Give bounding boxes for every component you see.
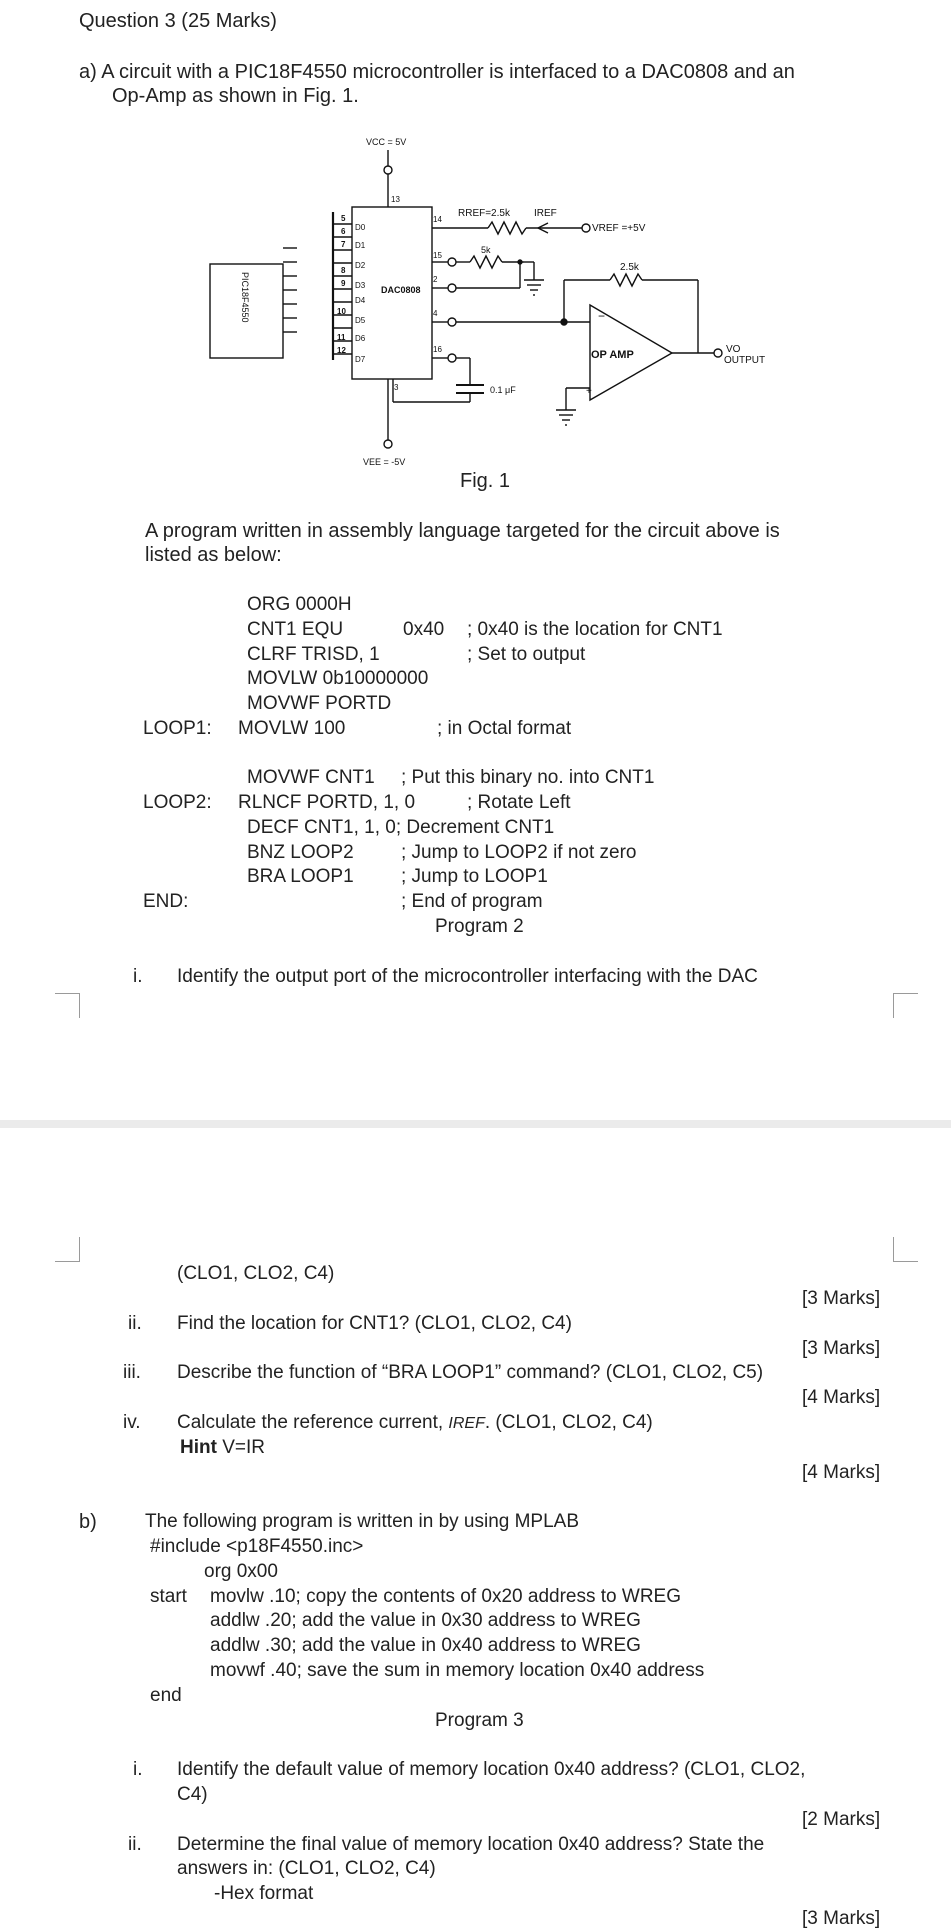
circuit-figure [0,0,951,500]
question-number: iii. [123,1362,141,1383]
question-marks: [4 Marks] [802,1462,881,1483]
question-title: Question 3 (25 Marks) [79,10,277,32]
question-text: Describe the function of “BRA LOOP1” command? (CLO1, CLO2, C5) [177,1362,764,1383]
question-clo: (CLO1, CLO2, C4) [177,1263,335,1284]
code-line: MOVLW 100 [238,718,346,739]
output-label: OUTPUT [724,355,766,366]
pin-9: 9 [341,279,346,288]
question-text: Determine the final value of memory location 0x40 address? State the [177,1834,765,1855]
pin-7: 7 [341,240,346,249]
pin-11: 11 [337,333,346,342]
program-caption: Program 2 [435,916,524,937]
part-b-label: b) [79,1511,97,1533]
pin-d3: D3 [355,281,366,290]
code-line: CNT1 EQU [247,619,344,640]
code-comment: ; in Octal format [437,718,572,739]
code-line: addlw .30; add the value in 0x40 address to WREG [210,1635,641,1656]
code-line: MOVWF PORTD [247,693,392,714]
question-number: iv. [123,1412,141,1433]
pin-5: 5 [341,214,346,223]
pin-15: 15 [433,251,442,260]
code-line: ORG 0000H [247,594,352,615]
pin-d4: D4 [355,296,366,305]
code-comment: ; End of program [401,891,543,912]
pin-12: 12 [337,346,346,355]
code-operand: 0x40 [403,619,445,640]
pin-d5: D5 [355,316,366,325]
question-text: C4) [177,1784,208,1805]
page-corner-mark [55,993,80,1018]
iref-symbol: IREF [448,1415,485,1432]
question-number: ii. [128,1834,142,1855]
question-number: i. [133,966,143,987]
code-label: LOOP1: [143,718,212,739]
part-a-intro-line1: a) A circuit with a PIC18F4550 microcontroller is interfaced to a DAC0808 and an [79,61,795,83]
pin-d2: D2 [355,261,366,270]
code-line: MOVWF CNT1 [247,767,375,788]
opamp-plus: + [586,386,592,397]
r25k-label: 2.5k [620,262,639,273]
question-text: Find the location for CNT1? (CLO1, CLO2, C4) [177,1313,572,1334]
code-comment: ; Set to output [467,644,586,665]
question-text-part: . (CLO1, CLO2, C4) [484,1412,653,1433]
code-comment: ; Put this binary no. into CNT1 [401,767,655,788]
pin-13: 13 [391,195,400,204]
question-marks: [3 Marks] [802,1338,881,1359]
code-line: DECF CNT1, 1, 0; Decrement CNT1 [247,817,555,838]
question-number: ii. [128,1313,142,1334]
question-text [177,1412,653,1434]
code-label: END: [143,891,189,912]
question-text: Identify the output port of the microcontroller interfacing with the DAC [177,966,758,987]
question-marks: [3 Marks] [802,1288,881,1309]
pin-8: 8 [341,266,346,275]
pin-d0: D0 [355,223,366,232]
dac-label: DAC0808 [381,285,421,295]
program-caption: Program 3 [435,1710,524,1731]
question-text: Identify the default value of memory location 0x40 address? (CLO1, CLO2, [177,1759,806,1780]
figure-caption: Fig. 1 [460,470,511,492]
page-corner-mark [55,1237,80,1262]
program-intro-line1: A program written in assembly language targeted for the circuit above is [145,520,780,542]
code-comment: ; Jump to LOOP2 if not zero [401,842,637,863]
code-line: org 0x00 [204,1561,278,1582]
program-intro-line2: listed as below: [145,544,282,566]
pic-label: PIC18F4550 [240,272,250,323]
vee-label: VEE = -5V [363,457,406,467]
pin-6: 6 [341,227,346,236]
question-text-part: Calculate the reference current, [177,1412,449,1433]
question-marks: [4 Marks] [802,1387,881,1408]
pin-4: 4 [433,309,438,318]
vcc-label: VCC = 5V [366,137,407,147]
code-line: RLNCF PORTD, 1, 0 [238,792,416,813]
code-line: MOVLW 0b10000000 [247,668,429,689]
part-a-intro-line2: Op-Amp as shown in Fig. 1. [112,85,359,107]
code-line: BRA LOOP1 [247,866,354,887]
part-b-intro: The following program is written in by using MPLAB [145,1511,580,1532]
question-number: i. [133,1759,143,1780]
r5k-label: 5k [481,245,491,255]
vref-label: VREF =+5V [592,223,646,234]
pin-16: 16 [433,345,442,354]
pin-10: 10 [337,307,346,316]
hint-text: V=IR [216,1437,265,1458]
code-line: CLRF TRISD, 1 [247,644,380,665]
pin-d1: D1 [355,241,366,250]
page-corner-mark [893,993,918,1018]
code-line: addlw .20; add the value in 0x30 address to WREG [210,1610,641,1631]
question-text: answers in: (CLO1, CLO2, C4) [177,1858,436,1879]
question-marks: [3 Marks] [802,1908,881,1929]
opamp-minus: − [598,309,606,323]
pin-d6: D6 [355,334,366,343]
iref-label: IREF [534,208,557,219]
code-line: movwf .40; save the sum in memory location 0x40 address [210,1660,705,1681]
pin-14: 14 [433,215,442,224]
page-corner-mark [893,1237,918,1262]
code-line: #include <p18F4550.inc> [150,1536,364,1557]
vo-label: VO [726,344,741,355]
opamp-label: OP AMP [591,349,634,361]
page-divider [0,1120,951,1128]
code-comment: ; Jump to LOOP1 [401,866,548,887]
question-text: -Hex format [214,1883,314,1904]
code-label: start [150,1586,187,1607]
hint-label: Hint [180,1437,217,1458]
code-comment: ; Rotate Left [467,792,571,813]
code-line: end [150,1685,182,1706]
pin-3: 3 [394,383,399,392]
code-comment: ; 0x40 is the location for CNT1 [467,619,723,640]
pin-d7: D7 [355,355,366,364]
question-marks: [2 Marks] [802,1809,881,1830]
cap-label: 0.1 μF [490,385,516,395]
pin-2: 2 [433,275,438,284]
rref-label: RREF=2.5k [458,208,510,219]
code-line: BNZ LOOP2 [247,842,354,863]
code-label: LOOP2: [143,792,212,813]
question-hint [180,1437,265,1459]
code-line: movlw .10; copy the contents of 0x20 address to WREG [210,1586,682,1607]
